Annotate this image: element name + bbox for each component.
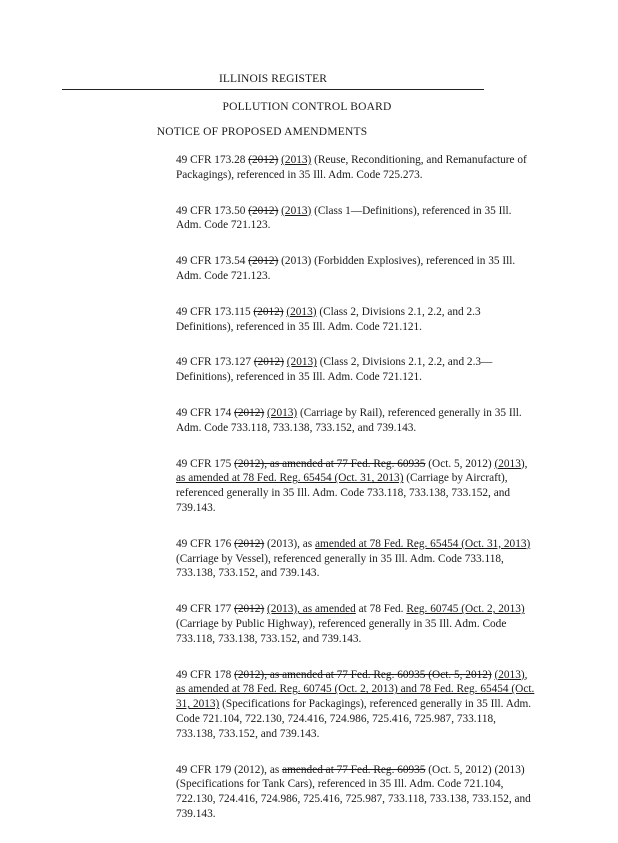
inserted-text: (2013) <box>267 406 298 419</box>
entry-text: (Carriage by Vessel), referenced generally in 35 Ill. Adm. Code 733.118, 733.138, 733.152, and 739.143. <box>176 552 504 580</box>
cfr-entry <box>176 305 538 335</box>
entry-text: 49 CFR 178 <box>176 668 235 681</box>
entry-text: 49 CFR 175 <box>176 457 235 470</box>
entry-text: (Class 2, Divisions 2.1, 2.2, and 2.3 Definitions), referenced in 35 Ill. Adm. Code 721.121. <box>176 305 481 333</box>
struck-text: (2012) <box>248 154 279 166</box>
struck-text: (2012), as amended at 77 Fed. Reg. 60935 <box>234 457 426 470</box>
entry-text: 49 CFR 173.127 <box>176 356 254 369</box>
inserted-text: (2013) <box>286 305 317 318</box>
inserted-text: (2013), as amended <box>267 603 356 616</box>
entry-text: 49 CFR 173.54 <box>176 255 249 268</box>
cfr-entry <box>176 668 538 742</box>
struck-text: (2012) <box>234 537 265 550</box>
entry-text: (2013), as <box>264 537 316 550</box>
notice-title: NOTICE OF PROPOSED AMENDMENTS <box>156 126 368 138</box>
inserted-text: (2013) <box>281 154 312 166</box>
cfr-entry <box>176 153 538 183</box>
entry-text: (Carriage by Aircraft), referenced generally in 35 Ill. Adm. Code 733.118, 733.138, 733.152, and 739.143. <box>176 472 511 514</box>
struck-text: amended at 77 Fed. Reg. 60935 <box>282 763 426 776</box>
struck-text: (2012), as amended at 77 Fed. Reg. 60935 (Oct. 5, 2012) <box>234 668 492 681</box>
entry-text: (Oct. 5, 2012) (2013) (Specifications for Tank Cars), referenced in 35 Ill. Adm. Code 721.104, 722.130, 724.416, 724.986, 725.416, 725.987, 733.118, 733.138, 733.152, and 739.143. <box>176 763 531 820</box>
inserted-text: (2013) <box>281 204 312 217</box>
cfr-entry <box>176 406 538 436</box>
struck-text: (2012) <box>234 603 265 616</box>
register-title: ILLINOIS REGISTER <box>218 73 328 85</box>
cfr-entry <box>176 602 538 646</box>
entry-text: at 78 Fed. <box>355 603 407 616</box>
cfr-entry <box>176 254 538 284</box>
cfr-entry <box>176 355 538 385</box>
inserted-text: (2013), as amended at 78 Fed. Reg. 60745 (Oct. 2, 2013) and 78 Fed. Reg. 65454 (Oct. 31, 2013) <box>176 668 535 711</box>
entry-text: (Specifications for Packagings), referenced generally in 35 Ill. Adm. Code 721.104, 722.130, 724.416, 724.986, 725.416, 725.987, 733.118, 733.138, 733.152, and 739.143. <box>176 698 532 740</box>
entry-text: 49 CFR 177 <box>176 603 235 616</box>
struck-text: (2012) <box>248 204 279 217</box>
entry-text: 49 CFR 179 (2012), as <box>176 763 283 776</box>
entry-text: (2013) (Forbidden Explosives), referenced in 35 Ill. Adm. Code 721.123. <box>176 255 516 282</box>
board-name: POLLUTION CONTROL BOARD <box>222 101 392 113</box>
entry-text: (Oct. 5, 2012) <box>425 457 495 470</box>
entry-text: (Reuse, Reconditioning, and Remanufacture of Packagings), referenced in 35 Ill. Adm. Code 725.273. <box>176 154 527 181</box>
struck-text: (2012) <box>253 305 284 318</box>
entry-text: (Carriage by Rail), referenced generally in 35 Ill. Adm. Code 733.118, 733.138, 733.152, and 739.143. <box>176 406 522 434</box>
struck-text: (2012) <box>253 356 284 369</box>
struck-text: (2012) <box>248 255 279 268</box>
cfr-entry <box>176 457 538 516</box>
inserted-text: (2013), as amended at 78 Fed. Reg. 65454 (Oct. 31, 2013) <box>176 457 528 485</box>
inserted-text: amended at 78 Fed. Reg. 65454 (Oct. 31, 2013) <box>315 537 531 550</box>
header-rule <box>62 89 484 90</box>
cfr-entry <box>176 537 538 581</box>
entry-text: 49 CFR 176 <box>176 537 235 550</box>
inserted-text: Reg. 60745 (Oct. 2, 2013) <box>406 603 525 616</box>
entry-text: 49 CFR 173.28 <box>176 154 249 166</box>
entry-text: 49 CFR 173.115 <box>176 305 254 318</box>
inserted-text: (2013) <box>286 356 317 369</box>
entry-text: (Carriage by Public Highway), referenced generally in 35 Ill. Adm. Code 733.118, 733.138, 733.152, and 739.143. <box>176 617 507 645</box>
struck-text: (2012) <box>234 406 265 419</box>
entry-text: 49 CFR 174 <box>176 406 235 419</box>
entry-text: 49 CFR 173.50 <box>176 204 249 217</box>
entry-text: (Class 2, Divisions 2.1, 2.2, and 2.3—Definitions), referenced in 35 Ill. Adm. Code 721.121. <box>176 356 493 384</box>
cfr-reference-list <box>176 153 538 843</box>
cfr-entry <box>176 204 538 234</box>
cfr-entry <box>176 763 538 822</box>
entry-text: (Class 1—Definitions), referenced in 35 Ill. Adm. Code 721.123. <box>176 204 512 232</box>
